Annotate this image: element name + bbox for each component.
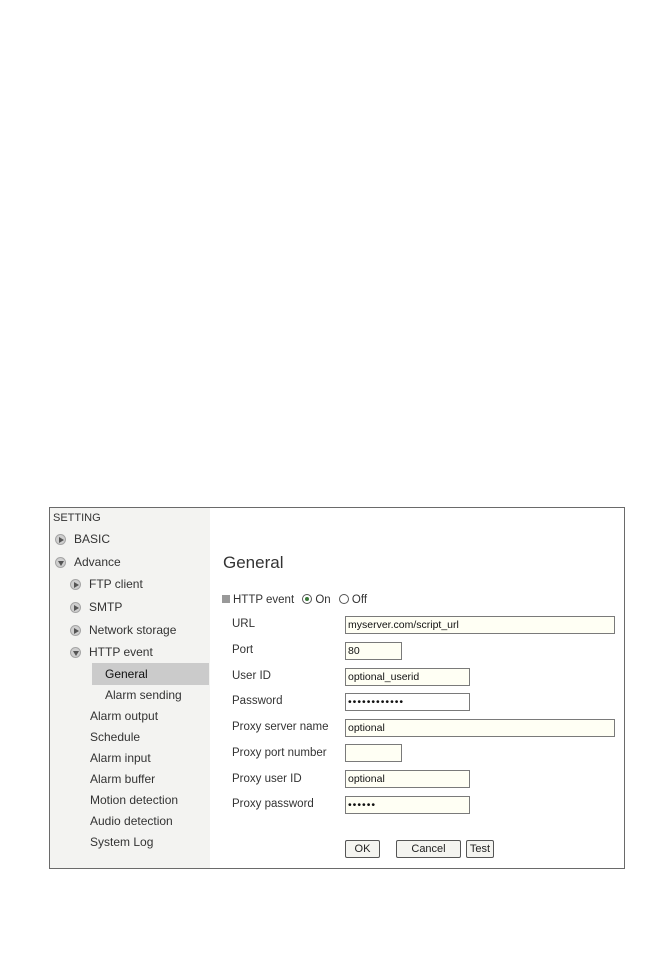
sidebar-item-label: HTTP event	[89, 645, 153, 659]
expand-arrow-icon	[55, 534, 66, 545]
sidebar-item-label: Advance	[74, 555, 121, 569]
sidebar-item-alarm-output[interactable]: Alarm output	[90, 709, 159, 723]
proxy-password-input[interactable]	[345, 796, 470, 814]
http-event-on-label: On	[315, 594, 331, 606]
cancel-button[interactable]: Cancel	[396, 840, 461, 858]
sidebar-item-label: Network storage	[89, 623, 177, 637]
sidebar-item-basic[interactable]	[55, 531, 110, 547]
sidebar-item-advance[interactable]	[55, 554, 121, 570]
http-event-label: HTTP event	[233, 594, 295, 606]
user-id-input[interactable]	[345, 668, 470, 686]
sidebar-item-label: BASIC	[74, 532, 111, 546]
sidebar-item-system-log[interactable]: System Log	[90, 835, 154, 849]
expand-arrow-icon	[70, 625, 81, 636]
sidebar-item-label: SMTP	[89, 600, 123, 614]
sidebar-item-ftp-client[interactable]	[70, 576, 143, 592]
url-input[interactable]	[345, 616, 615, 634]
sidebar-item-schedule[interactable]: Schedule	[90, 730, 141, 744]
sidebar-item-smtp[interactable]	[70, 599, 122, 615]
password-input[interactable]	[345, 693, 470, 711]
settings-panel	[49, 507, 625, 869]
password-label: Password	[232, 695, 283, 707]
sidebar-item-network-storage[interactable]	[70, 622, 176, 638]
port-input[interactable]	[345, 642, 402, 660]
expand-arrow-icon	[70, 579, 81, 590]
http-event-off-label: Off	[351, 594, 368, 606]
sidebar-item-http-event[interactable]	[70, 644, 153, 660]
sidebar-item-label: FTP client	[89, 577, 143, 591]
user-id-label: User ID	[232, 670, 271, 682]
port-label: Port	[232, 644, 254, 656]
proxy-server-name-input[interactable]	[345, 719, 615, 737]
sidebar-item-motion-detection[interactable]: Motion detection	[90, 793, 179, 807]
proxy-server-name-label: Proxy server name	[232, 721, 329, 733]
sidebar-item-alarm-sending[interactable]: Alarm sending	[105, 688, 182, 702]
sidebar-item-general[interactable]: General	[105, 667, 148, 681]
http-event-on-radio[interactable]	[302, 594, 312, 604]
proxy-port-number-input[interactable]	[345, 744, 402, 762]
ok-button[interactable]: OK	[345, 840, 380, 858]
sidebar-item-alarm-buffer[interactable]: Alarm buffer	[90, 772, 156, 786]
http-event-toggle-row	[222, 594, 367, 606]
sidebar-item-audio-detection[interactable]: Audio detection	[90, 814, 173, 828]
proxy-password-label: Proxy password	[232, 798, 314, 810]
proxy-port-number-label: Proxy port number	[232, 747, 327, 759]
page-title: General	[223, 553, 284, 572]
proxy-user-id-input[interactable]	[345, 770, 470, 788]
url-label: URL	[232, 618, 256, 630]
collapse-arrow-icon	[55, 557, 66, 568]
bullet-icon	[222, 595, 230, 603]
sidebar-item-alarm-input[interactable]: Alarm input	[90, 751, 151, 765]
http-event-off-radio[interactable]	[339, 594, 349, 604]
expand-arrow-icon	[70, 602, 81, 613]
test-button[interactable]: Test	[466, 840, 494, 858]
main-content	[210, 508, 624, 868]
sidebar-title: SETTING	[53, 512, 101, 524]
proxy-user-id-label: Proxy user ID	[232, 773, 302, 785]
sidebar	[50, 508, 210, 868]
collapse-arrow-icon	[70, 647, 81, 658]
